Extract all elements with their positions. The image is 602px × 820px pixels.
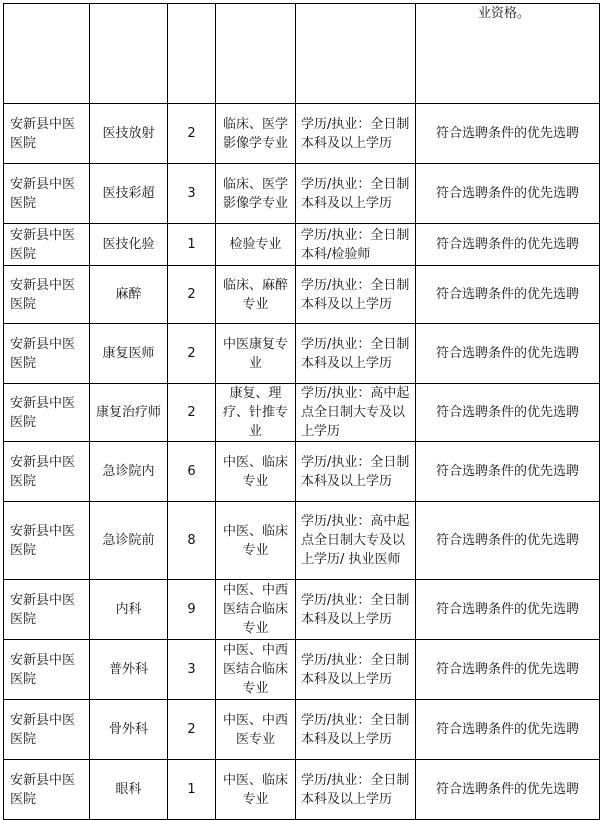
note-cell: 符合选聘条件的优先选聘 — [416, 640, 600, 700]
requirement-cell: 学历/执业：全日制本科及以上学历 — [296, 164, 416, 224]
major-cell: 临床、医学影像学专业 — [216, 104, 296, 164]
post-cell: 康复医师 — [90, 324, 168, 384]
unit-cell: 安新县中医医院 — [4, 502, 90, 580]
note-cell: 符合选聘条件的优先选聘 — [416, 104, 600, 164]
count-cell: 1 — [168, 224, 216, 266]
unit-cell: 安新县中医医院 — [4, 324, 90, 384]
table-row — [4, 442, 600, 502]
note-cell: 符合选聘条件的优先选聘 — [416, 580, 600, 640]
table-row — [4, 164, 600, 224]
major-cell: 中医、临床专业 — [216, 442, 296, 502]
recruitment-table — [3, 3, 600, 820]
count-cell: 9 — [168, 580, 216, 640]
note-cell: 符合选聘条件的优先选聘 — [416, 700, 600, 760]
unit-cell: 安新县中医医院 — [4, 384, 90, 442]
requirement-cell: 学历/执业：全日制本科及以上学历 — [296, 640, 416, 700]
note-cell: 符合选聘条件的优先选聘 — [416, 502, 600, 580]
table-body — [4, 4, 600, 820]
major-cell: 检验专业 — [216, 224, 296, 266]
requirement-cell: 学历/执业：全日制本科及以上学历 — [296, 324, 416, 384]
count-cell: 2 — [168, 324, 216, 384]
major-cell: 中医康复专业 — [216, 324, 296, 384]
requirement-cell: 学历/执业：全日制本科及以上学历 — [296, 760, 416, 820]
table-row — [4, 580, 600, 640]
note-cell: 符合选聘条件的优先选聘 — [416, 324, 600, 384]
count-cell: 1 — [168, 760, 216, 820]
post-cell: 普外科 — [90, 640, 168, 700]
count-cell: 6 — [168, 442, 216, 502]
table-row — [4, 760, 600, 820]
major-cell — [216, 4, 296, 104]
count-cell: 2 — [168, 266, 216, 324]
post-cell: 骨外科 — [90, 700, 168, 760]
unit-cell: 安新县中医医院 — [4, 266, 90, 324]
post-cell: 医技彩超 — [90, 164, 168, 224]
requirement-cell: 学历/执业：全日制本科及以上学历 — [296, 442, 416, 502]
major-cell: 康复、理疗、针推专业 — [216, 384, 296, 442]
count-cell — [168, 4, 216, 104]
post-cell: 眼科 — [90, 760, 168, 820]
count-cell: 8 — [168, 502, 216, 580]
note-cell: 符合选聘条件的优先选聘 — [416, 224, 600, 266]
major-cell: 中医、中西医结合临床专业 — [216, 640, 296, 700]
count-cell: 2 — [168, 384, 216, 442]
table-row — [4, 640, 600, 700]
unit-cell: 安新县中医医院 — [4, 164, 90, 224]
post-cell: 医技放射 — [90, 104, 168, 164]
count-cell: 2 — [168, 104, 216, 164]
table-row — [4, 266, 600, 324]
major-cell: 临床、医学影像学专业 — [216, 164, 296, 224]
unit-cell — [4, 4, 90, 104]
requirement-cell — [296, 4, 416, 104]
requirement-cell: 学历/执业：全日制本科及以上学历 — [296, 104, 416, 164]
requirement-cell: 学历/执业：全日制本科及以上学历 — [296, 580, 416, 640]
note-cell: 符合选聘条件的优先选聘 — [416, 266, 600, 324]
post-cell — [90, 4, 168, 104]
count-cell: 3 — [168, 164, 216, 224]
major-cell: 中医、中西医结合临床专业 — [216, 580, 296, 640]
count-cell: 3 — [168, 640, 216, 700]
major-cell: 中医、临床专业 — [216, 760, 296, 820]
table-row — [4, 324, 600, 384]
table-row — [4, 502, 600, 580]
post-cell: 内科 — [90, 580, 168, 640]
requirement-cell: 学历/执业：全日制本科/检验师 — [296, 224, 416, 266]
table-row — [4, 224, 600, 266]
count-cell: 2 — [168, 700, 216, 760]
unit-cell: 安新县中医医院 — [4, 442, 90, 502]
post-cell: 麻醉 — [90, 266, 168, 324]
post-cell: 康复治疗师 — [90, 384, 168, 442]
note-cell: 符合选聘条件的优先选聘 — [416, 164, 600, 224]
table-row — [4, 104, 600, 164]
post-cell: 医技化验 — [90, 224, 168, 266]
requirement-cell: 学历/执业：全日制本科及以上学历 — [296, 700, 416, 760]
note-cell: 业资格。 — [416, 4, 600, 104]
post-cell: 急诊院前 — [90, 502, 168, 580]
unit-cell: 安新县中医医院 — [4, 760, 90, 820]
requirement-cell: 学历/执业：高中起点全日制大专及以上学历 — [296, 384, 416, 442]
note-cell: 符合选聘条件的优先选聘 — [416, 384, 600, 442]
unit-cell: 安新县中医医院 — [4, 224, 90, 266]
unit-cell: 安新县中医医院 — [4, 700, 90, 760]
unit-cell: 安新县中医医院 — [4, 580, 90, 640]
major-cell: 中医、中西医专业 — [216, 700, 296, 760]
note-cell: 符合选聘条件的优先选聘 — [416, 760, 600, 820]
table-row-continued — [4, 4, 600, 104]
major-cell: 中医、临床专业 — [216, 502, 296, 580]
requirement-cell: 学历/执业：全日制本科及以上学历 — [296, 266, 416, 324]
table-row — [4, 700, 600, 760]
post-cell: 急诊院内 — [90, 442, 168, 502]
major-cell: 临床、麻醉专业 — [216, 266, 296, 324]
table-row — [4, 384, 600, 442]
requirement-cell: 学历/执业：高中起点全日制大专及以上学历/ 执业医师 — [296, 502, 416, 580]
unit-cell: 安新县中医医院 — [4, 104, 90, 164]
unit-cell: 安新县中医医院 — [4, 640, 90, 700]
note-cell: 符合选聘条件的优先选聘 — [416, 442, 600, 502]
